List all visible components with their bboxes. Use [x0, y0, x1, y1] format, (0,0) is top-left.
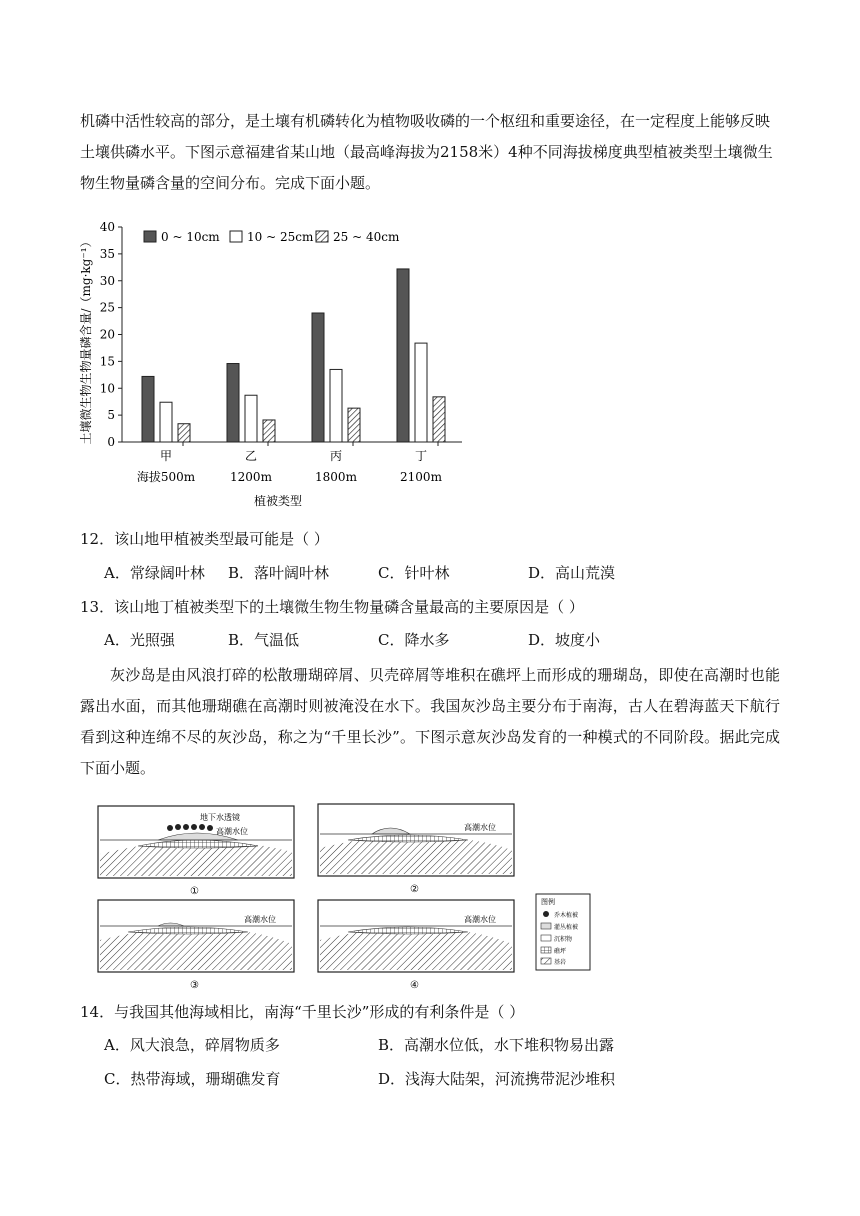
y-tick-label: 20	[99, 327, 115, 342]
intro-line-3: 物生物量磷含量的空间分布。完成下面小题。	[80, 174, 381, 192]
panel-2-tide-label: 高潮水位	[464, 823, 496, 832]
tree-icon	[543, 911, 549, 917]
figure-legend	[536, 894, 590, 970]
q14-option-c[interactable]: C．热带海域，珊瑚礁发育	[104, 1070, 281, 1088]
sediment-icon	[541, 935, 551, 941]
legend-item-tree: 乔木植被	[554, 912, 579, 919]
bedrock-icon	[541, 958, 551, 964]
q14-option-d[interactable]: D．浅海大陆架，河流携带泥沙堆积	[378, 1070, 616, 1088]
panel-3	[98, 900, 294, 991]
reef-icon	[541, 947, 551, 953]
question-12-stem: 12．该山地甲植被类型最可能是（ ）	[80, 530, 329, 548]
legend-swatch-3	[316, 231, 328, 242]
y-tick-label: 10	[99, 381, 115, 396]
q14-option-b[interactable]: B．高潮水位低，水下堆积物易出露	[378, 1036, 615, 1054]
y-tick-label: 15	[99, 354, 115, 369]
panel-2-number: ②	[410, 884, 419, 895]
legend-swatch-1	[144, 231, 156, 242]
category-label: 甲	[159, 449, 173, 463]
altitude-label: 1200m	[230, 470, 272, 484]
legend-swatch-2	[230, 231, 242, 242]
altitude-label: 2100m	[400, 470, 442, 484]
bar-丁-2	[415, 343, 427, 442]
legend-label-1: 0 ~ 10cm	[161, 230, 220, 244]
q12-option-c[interactable]: C．针叶林	[378, 564, 450, 582]
panel-4-number: ④	[410, 980, 419, 991]
panel-4	[318, 900, 514, 991]
category-label: 丁	[414, 449, 428, 463]
legend-label-3: 25 ~ 40cm	[333, 230, 400, 244]
shrub-icon	[541, 923, 551, 929]
q13-option-a[interactable]: A．光照强	[104, 631, 175, 649]
bar-丙-1	[312, 313, 324, 442]
panel-3-tide-label: 高潮水位	[244, 915, 276, 924]
bar-甲-3	[178, 424, 190, 442]
altitude-label: 1800m	[315, 470, 357, 484]
passage-2: 灰沙岛是由风浪打碎的松散珊瑚碎屑、贝壳碎屑等堆积在礁坪上而形成的珊瑚岛，即使在高潮时也能露出水面，而其他珊瑚礁在高潮时则被淹没在水下。我国灰沙岛主要分布于南海，古人在碧海蓝天下航行看到这种连绵不尽的灰沙岛，称之为“千里长沙”。下图示意灰沙岛发育的一种模式的不同阶段。据此完成下面小题。	[80, 666, 780, 777]
legend-label-2: 10 ~ 25cm	[247, 230, 314, 244]
y-tick-label: 0	[107, 435, 115, 449]
bar-丙-2	[330, 369, 342, 442]
bar-丁-1	[397, 269, 409, 442]
altitude-label: 海拔500m	[136, 470, 196, 484]
island-development-figure	[96, 802, 636, 991]
y-tick-label: 35	[99, 246, 115, 261]
chart-ylabel: 土壤微生物生物量磷含量/（mg·kg⁻¹）	[79, 235, 93, 445]
intro-paragraph	[80, 106, 780, 199]
y-tick-label: 30	[99, 273, 115, 288]
q13-option-c[interactable]: C．降水多	[378, 631, 450, 649]
category-label: 乙	[244, 449, 258, 463]
y-tick-label: 5	[107, 408, 115, 423]
legend-title: 图例	[541, 898, 555, 906]
panel-4-tide-label: 高潮水位	[464, 915, 496, 924]
bar-乙-3	[263, 420, 275, 442]
panel-1-lens-label: 地下水透镜	[200, 813, 240, 822]
category-label: 丙	[329, 449, 343, 463]
bar-乙-2	[245, 395, 257, 442]
intro-line-2: 土壤供磷水平。下图示意福建省某山地（最高峰海拔为2158米）4种不同海拔梯度典型植被类型土壤微生	[80, 143, 773, 161]
y-tick-label: 40	[99, 220, 115, 234]
q12-option-d[interactable]: D．高山荒漠	[528, 564, 616, 582]
panel-1-number: ①	[190, 886, 199, 897]
intro-line-1: 机磷中活性较高的部分，是土壤有机磷转化为植物吸收磷的一个枢纽和重要途径，在一定程度上能够反映	[80, 112, 771, 130]
bar-甲-1	[142, 376, 154, 442]
bar-甲-2	[160, 402, 172, 442]
question-14-stem: 14．与我国其他海域相比，南海“千里长沙”形成的有利条件是（ ）	[80, 1003, 525, 1021]
panel-2	[318, 804, 514, 895]
q12-option-b[interactable]: B．落叶阔叶林	[228, 564, 330, 582]
legend-item-sediment: 沉积物	[554, 936, 573, 943]
bar-丙-3	[348, 408, 360, 442]
panel-1-tide-label: 高潮水位	[216, 827, 248, 836]
panel-3-number: ③	[190, 980, 199, 991]
legend-item-reef: 礁坪	[554, 948, 567, 955]
bar-丁-3	[433, 397, 445, 442]
chart-xlabel: 植被类型	[253, 494, 303, 508]
question-13-stem: 13．该山地丁植被类型下的土壤微生物生物量磷含量最高的主要原因是（ ）	[80, 598, 584, 616]
q13-option-d[interactable]: D．坡度小	[528, 631, 601, 649]
q13-option-b[interactable]: B．气温低	[228, 631, 300, 649]
legend-item-shrub: 灌丛植被	[554, 924, 579, 931]
legend-item-bedrock: 基岩	[554, 959, 567, 966]
q12-option-a[interactable]: A．常绿阔叶林	[104, 564, 205, 582]
panel-1	[98, 806, 294, 897]
phosphorus-bar-chart	[70, 215, 490, 515]
y-tick-label: 25	[99, 300, 115, 315]
q14-option-a[interactable]: A．风大浪急，碎屑物质多	[104, 1036, 280, 1054]
bar-乙-1	[227, 364, 239, 442]
